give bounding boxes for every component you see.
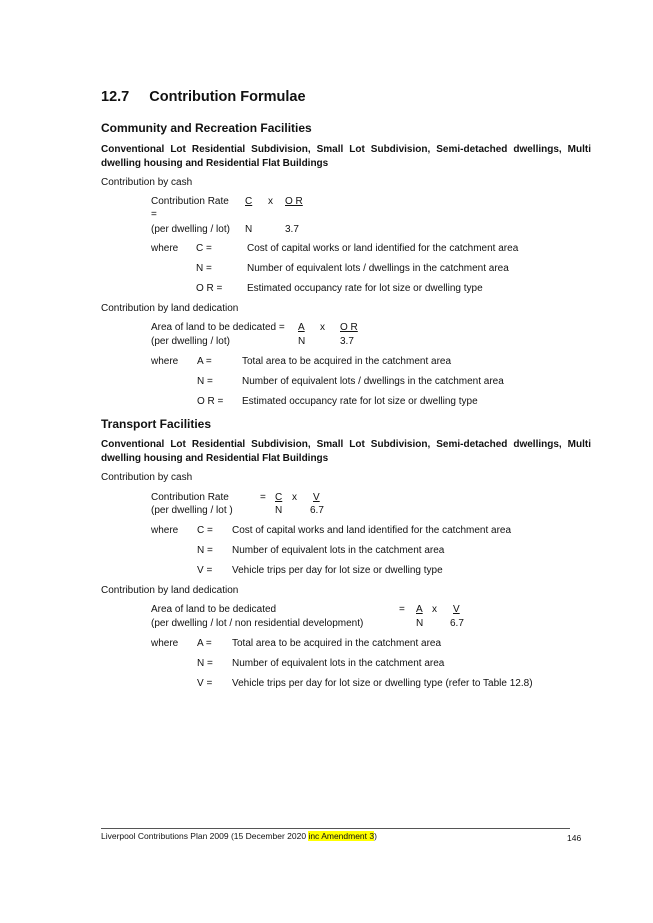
definition-symbol: O R = xyxy=(196,283,223,294)
community-cash-label: Contribution by cash xyxy=(101,177,193,188)
community-cash-lhs-line1: Contribution Rate xyxy=(151,196,229,207)
transport-cash-num2: V xyxy=(313,492,320,503)
transport-land-where: where xyxy=(151,638,179,649)
transport-land-den2: 6.7 xyxy=(450,618,464,629)
community-cash-den2: 3.7 xyxy=(285,224,299,235)
community-land-lhs-line2: (per dwelling / lot) xyxy=(151,336,230,347)
community-cash-where: where xyxy=(151,243,179,254)
definition-text: Number of equivalent lots / dwellings in the catchment area xyxy=(242,376,504,387)
definition-symbol: N = xyxy=(197,658,213,669)
community-cash-num1: C xyxy=(245,196,253,207)
definition-text: Number of equivalent lots in the catchment area xyxy=(232,658,445,669)
community-land-den2: 3.7 xyxy=(340,336,354,347)
transport-land-lhs-line1: Area of land to be dedicated xyxy=(151,604,277,615)
definition-symbol: A = xyxy=(197,356,212,367)
transport-cash-den2: 6.7 xyxy=(310,505,324,516)
definition-text: Vehicle trips per day for lot size or dwelling type xyxy=(232,565,443,576)
definition-text: Estimated occupancy rate for lot size or dwelling type xyxy=(247,283,483,294)
definition-text: Number of equivalent lots in the catchment area xyxy=(232,545,445,556)
transport-land-lhs-line2: (per dwelling / lot / non residential development) xyxy=(151,618,364,629)
transport-land-label: Contribution by land dedication xyxy=(101,585,239,596)
transport-cash-lhs-line2: (per dwelling / lot ) xyxy=(151,505,233,516)
definition-symbol: N = xyxy=(196,263,212,274)
definition-symbol: C = xyxy=(197,525,213,536)
community-land-label: Contribution by land dedication xyxy=(101,303,239,314)
section-number: 12.7 xyxy=(101,89,130,105)
community-cash-equals: = xyxy=(151,209,157,220)
footer-highlight: inc Amendment 3 xyxy=(308,831,375,841)
community-land-where: where xyxy=(151,356,179,367)
definition-symbol: N = xyxy=(197,376,213,387)
definition-text: Total area to be acquired in the catchment area xyxy=(242,356,452,367)
definition-symbol: N = xyxy=(197,545,213,556)
transport-cash-label: Contribution by cash xyxy=(101,472,193,483)
community-land-num1: A xyxy=(298,322,305,333)
definition-text: Cost of capital works or land identified for the catchment area xyxy=(247,243,519,254)
definition-text: Total area to be acquired in the catchment area xyxy=(232,638,442,649)
definition-text: Estimated occupancy rate for lot size or dwelling type xyxy=(242,396,478,407)
transport-applies-to: Conventional Lot Residential Subdivision, Small Lot Subdivision, Semi-detached dwellings, Multi dwelling housing and Residential Flat Buildings xyxy=(101,439,591,464)
definition-text: Cost of capital works and land identified for the catchment area xyxy=(232,525,512,536)
section-title: Contribution Formulae xyxy=(149,89,306,105)
page-number: 146 xyxy=(567,833,582,843)
section-heading xyxy=(101,89,306,105)
community-cash-den1: N xyxy=(245,224,253,235)
footer-doc-title xyxy=(101,831,377,841)
transport-land-den1: N xyxy=(416,618,424,629)
definition-symbol: O R = xyxy=(197,396,224,407)
definition-text: Vehicle trips per day for lot size or dwelling type (refer to Table 12.8) xyxy=(232,678,533,689)
footer-divider xyxy=(101,828,570,829)
community-land-den1: N xyxy=(298,336,306,347)
transport-cash-op: x xyxy=(292,492,297,503)
transport-cash-equals: = xyxy=(260,492,266,503)
community-cash-num2: O R xyxy=(285,196,303,207)
transport-cash-den1: N xyxy=(275,505,283,516)
community-land-op: x xyxy=(320,322,325,333)
definition-symbol: V = xyxy=(197,565,213,576)
transport-land-num1: A xyxy=(416,604,423,615)
transport-heading: Transport Facilities xyxy=(101,417,212,431)
transport-land-equals: = xyxy=(399,604,405,615)
community-cash-op: x xyxy=(268,196,273,207)
footer-title-text: Liverpool Contributions Plan 2009 (15 December 2020 xyxy=(101,831,309,841)
transport-land-num2: V xyxy=(453,604,460,615)
definition-symbol: C = xyxy=(196,243,212,254)
definition-symbol: V = xyxy=(197,678,213,689)
definition-text: Number of equivalent lots / dwellings in the catchment area xyxy=(247,263,509,274)
community-land-lhs-line1: Area of land to be dedicated = xyxy=(151,322,285,333)
community-heading: Community and Recreation Facilities xyxy=(101,121,312,135)
transport-cash-where: where xyxy=(151,525,179,536)
community-land-num2: O R xyxy=(340,322,358,333)
transport-land-op: x xyxy=(432,604,437,615)
definition-symbol: A = xyxy=(197,638,212,649)
community-applies-to: Conventional Lot Residential Subdivision, Small Lot Subdivision, Semi-detached dwellings, Multi dwelling housing and Residential Flat Buildings xyxy=(101,144,591,169)
footer-close: ) xyxy=(374,831,377,841)
transport-cash-num1: C xyxy=(275,492,283,503)
community-cash-lhs-line2: (per dwelling / lot) xyxy=(151,224,230,235)
transport-cash-lhs-line1: Contribution Rate xyxy=(151,492,229,503)
